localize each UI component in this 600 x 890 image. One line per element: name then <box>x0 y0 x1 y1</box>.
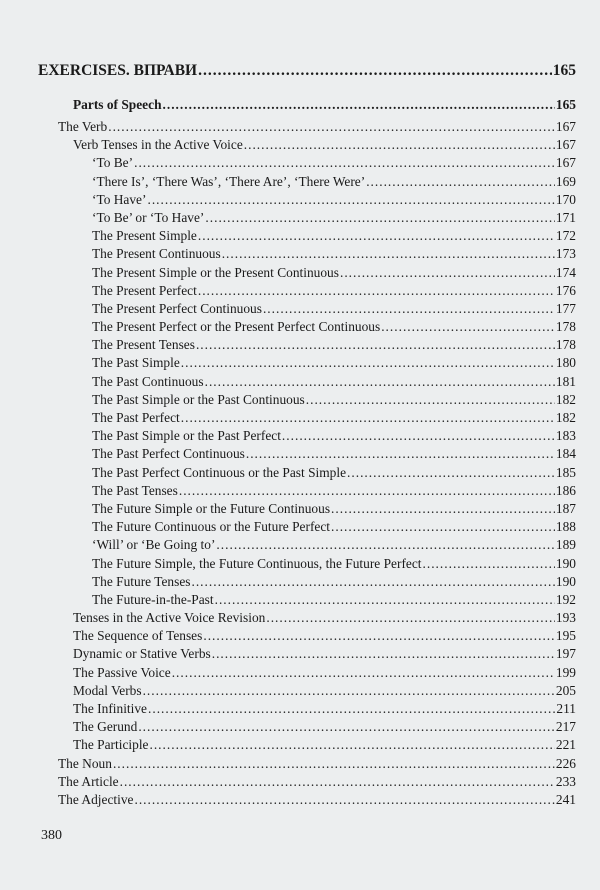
toc-entry-page: 170 <box>555 191 576 207</box>
toc-entry <box>40 736 576 754</box>
toc-entry-page: 211 <box>556 701 576 716</box>
toc-entry-label: ‘To Have’ <box>92 191 147 207</box>
toc-entry <box>40 245 576 263</box>
toc-entry-page: 226 <box>555 755 576 771</box>
dot-leader <box>282 427 555 445</box>
toc-entry <box>40 755 576 773</box>
dot-leader <box>244 136 555 154</box>
toc-entry-label: The Adjective <box>58 791 134 807</box>
dot-leader <box>266 609 555 627</box>
dot-leader <box>143 682 555 700</box>
toc-entry <box>40 373 576 391</box>
dot-leader <box>138 718 555 736</box>
toc-entry-page: 190 <box>555 555 576 571</box>
dot-leader <box>216 536 554 554</box>
dot-leader <box>198 227 555 245</box>
toc-entry-page: 167 <box>555 119 576 134</box>
toc-entry <box>40 573 576 591</box>
toc-entry-label: The Article <box>58 773 119 789</box>
toc-entry-label: ‘Will’ or ‘Be Going to’ <box>92 537 216 553</box>
dot-leader <box>172 664 555 682</box>
dot-leader <box>205 209 555 227</box>
toc-entry-page: 171 <box>555 209 576 225</box>
dot-leader <box>181 409 555 427</box>
toc-entry-page: 188 <box>555 519 576 535</box>
dot-leader <box>246 445 555 463</box>
dot-leader <box>134 791 554 809</box>
toc-entry-page: 221 <box>555 737 576 753</box>
toc-entry-label: The Past Perfect Continuous <box>92 446 245 462</box>
toc-entry <box>40 173 576 191</box>
toc-entry <box>40 482 576 500</box>
toc-entry-page: 176 <box>555 282 576 298</box>
toc-entry-label: ‘To Be’ <box>92 155 134 171</box>
toc-entry-page: 184 <box>555 446 576 462</box>
toc-entry <box>40 791 576 809</box>
toc-entry <box>40 591 576 609</box>
toc-entry-page: 197 <box>555 646 576 662</box>
toc-entry-label: The Present Perfect or the Present Perfect Continuous <box>92 319 381 335</box>
toc-entry <box>40 500 576 518</box>
toc-entry-label: The Present Simple <box>92 228 197 244</box>
toc-heading-page: 165 <box>552 62 576 79</box>
toc-entry-label: ‘To Be’ or ‘To Have’ <box>92 209 205 225</box>
dot-leader <box>331 518 555 536</box>
toc-entry <box>40 718 576 736</box>
toc-section-heading <box>38 62 576 88</box>
toc-entry-label: The Future Continuous or the Future Perfect <box>92 519 331 535</box>
toc-entry-label: The Sequence of Tenses <box>73 628 203 644</box>
toc-entry <box>40 318 576 336</box>
toc-entry-label: Parts of Speech <box>73 97 162 112</box>
toc-entry <box>40 773 576 791</box>
toc-entry-label: The Present Perfect Continuous <box>92 300 262 316</box>
toc-entry <box>40 191 576 209</box>
toc-entry-page: 189 <box>555 537 576 553</box>
dot-leader <box>134 154 555 172</box>
dot-leader <box>215 591 555 609</box>
toc-entry <box>40 391 576 409</box>
toc-entry-page: 193 <box>555 610 576 626</box>
toc-heading-label: EXERCISES. ВПРАВИ <box>38 62 198 79</box>
toc-entry-page: 169 <box>555 173 576 189</box>
toc-entry-page: 187 <box>555 500 576 516</box>
toc-entry <box>40 227 576 245</box>
toc-entry-page: 186 <box>555 482 576 498</box>
toc-entry-page: 177 <box>555 300 576 316</box>
toc-entry <box>40 627 576 645</box>
toc-entry-page: 190 <box>555 573 576 589</box>
toc-entry <box>40 300 576 318</box>
dot-leader <box>113 755 555 773</box>
dot-leader <box>366 173 555 191</box>
toc-entry <box>40 445 576 463</box>
page-number: 380 <box>41 828 62 843</box>
dot-leader <box>423 555 555 573</box>
toc-entry-label: The Future Tenses <box>92 573 191 589</box>
toc-entry-page: 180 <box>555 355 576 371</box>
toc-entry-label: The Present Perfect <box>92 282 197 298</box>
toc-entry <box>40 154 576 172</box>
toc-entry-label: The Past Perfect Continuous or the Past Simple <box>92 464 347 480</box>
toc-entry-page: 178 <box>555 337 576 353</box>
toc-entry-page: 199 <box>555 664 576 680</box>
toc-entry <box>40 336 576 354</box>
toc-entry-label: The Participle <box>73 737 149 753</box>
toc-entry <box>40 682 576 700</box>
toc-entry <box>40 282 576 300</box>
toc-entry-label: The Infinitive <box>73 701 147 716</box>
toc-entry <box>40 464 576 482</box>
toc-entry-label: The Future Simple, the Future Continuous, the Future Perfect <box>92 555 422 571</box>
dot-leader <box>205 373 555 391</box>
toc-entry-page: 167 <box>555 155 576 171</box>
toc-entry-label: The Present Continuous <box>92 246 221 262</box>
dot-leader <box>191 573 554 591</box>
toc-entry <box>40 700 576 718</box>
toc-entry-page: 178 <box>555 319 576 335</box>
dot-leader <box>263 300 555 318</box>
dot-leader <box>331 500 555 518</box>
toc-entry-page: 181 <box>555 373 576 389</box>
dot-leader <box>108 118 555 136</box>
dot-leader <box>179 482 555 500</box>
toc-entry-label: The Past Continuous <box>92 373 204 389</box>
dot-leader <box>120 773 555 791</box>
dot-leader <box>212 645 555 663</box>
table-of-contents <box>40 62 576 809</box>
toc-entry-label: Tenses in the Active Voice Revision <box>73 610 266 626</box>
toc-entry <box>40 209 576 227</box>
toc-entry-page: 241 <box>555 791 576 807</box>
toc-entry-page: 167 <box>555 137 576 153</box>
toc-entry-label: The Past Simple or the Past Perfect <box>92 428 281 444</box>
toc-entry-label: The Past Perfect <box>92 410 180 425</box>
toc-entry-label: The Past Tenses <box>92 482 178 498</box>
toc-entry <box>40 118 576 136</box>
toc-entry-label: The Present Simple or the Present Continuous <box>92 264 339 280</box>
toc-entry-page: 195 <box>555 628 576 644</box>
dot-leader <box>222 245 555 263</box>
toc-entry <box>40 536 576 554</box>
toc-entry-label: The Verb <box>58 119 108 134</box>
toc-entry <box>40 645 576 663</box>
dot-leader <box>203 627 555 645</box>
dot-leader <box>198 62 552 80</box>
toc-entry <box>40 136 576 154</box>
dot-leader <box>148 700 555 718</box>
toc-entry-label: The Noun <box>58 755 112 771</box>
toc-entry-page: 192 <box>555 591 576 607</box>
toc-entry-label: The Past Simple or the Past Continuous <box>92 391 305 407</box>
dot-leader <box>163 94 555 116</box>
toc-entry-page: 182 <box>555 391 576 407</box>
toc-entry-label: The Gerund <box>73 719 138 735</box>
toc-entry-page: 173 <box>555 246 576 262</box>
toc-entry <box>40 354 576 372</box>
toc-entry-page: 233 <box>555 773 576 789</box>
toc-entry-label: ‘There Is’, ‘There Was’, ‘There Are’, ‘There Were’ <box>92 173 366 189</box>
toc-entry <box>40 518 576 536</box>
toc-entry-label: The Passive Voice <box>73 664 171 680</box>
dot-leader <box>306 391 555 409</box>
dot-leader <box>198 282 555 300</box>
toc-entry-page: 185 <box>555 464 576 480</box>
toc-entry-label: The Future Simple or the Future Continuous <box>92 500 331 516</box>
toc-entry-page: 182 <box>555 410 576 425</box>
toc-entry-label: The Future-in-the-Past <box>92 591 214 607</box>
toc-entry-label: Dynamic or Stative Verbs <box>73 646 211 662</box>
toc-entry <box>40 427 576 445</box>
toc-entry <box>40 94 576 116</box>
toc-entry-page: 165 <box>555 97 576 112</box>
toc-entry-page: 217 <box>555 719 576 735</box>
toc-entry-page: 183 <box>555 428 576 444</box>
toc-entry <box>40 664 576 682</box>
dot-leader <box>196 336 555 354</box>
toc-entry-label: The Past Simple <box>92 355 180 371</box>
toc-entry-label: Verb Tenses in the Active Voice <box>73 137 243 153</box>
dot-leader <box>381 318 555 336</box>
dot-leader <box>147 191 554 209</box>
toc-entry-label: The Present Tenses <box>92 337 195 353</box>
toc-entry <box>40 409 576 427</box>
dot-leader <box>347 464 555 482</box>
toc-entry-list <box>40 94 576 809</box>
toc-entry <box>40 264 576 282</box>
toc-entry <box>40 609 576 627</box>
toc-entry-page: 174 <box>555 264 576 280</box>
dot-leader <box>149 736 554 754</box>
toc-entry-page: 172 <box>555 228 576 244</box>
toc-entry-page: 205 <box>555 682 576 698</box>
toc-entry-label: Modal Verbs <box>73 682 142 698</box>
toc-entry <box>40 555 576 573</box>
dot-leader <box>181 354 555 372</box>
dot-leader <box>340 264 555 282</box>
